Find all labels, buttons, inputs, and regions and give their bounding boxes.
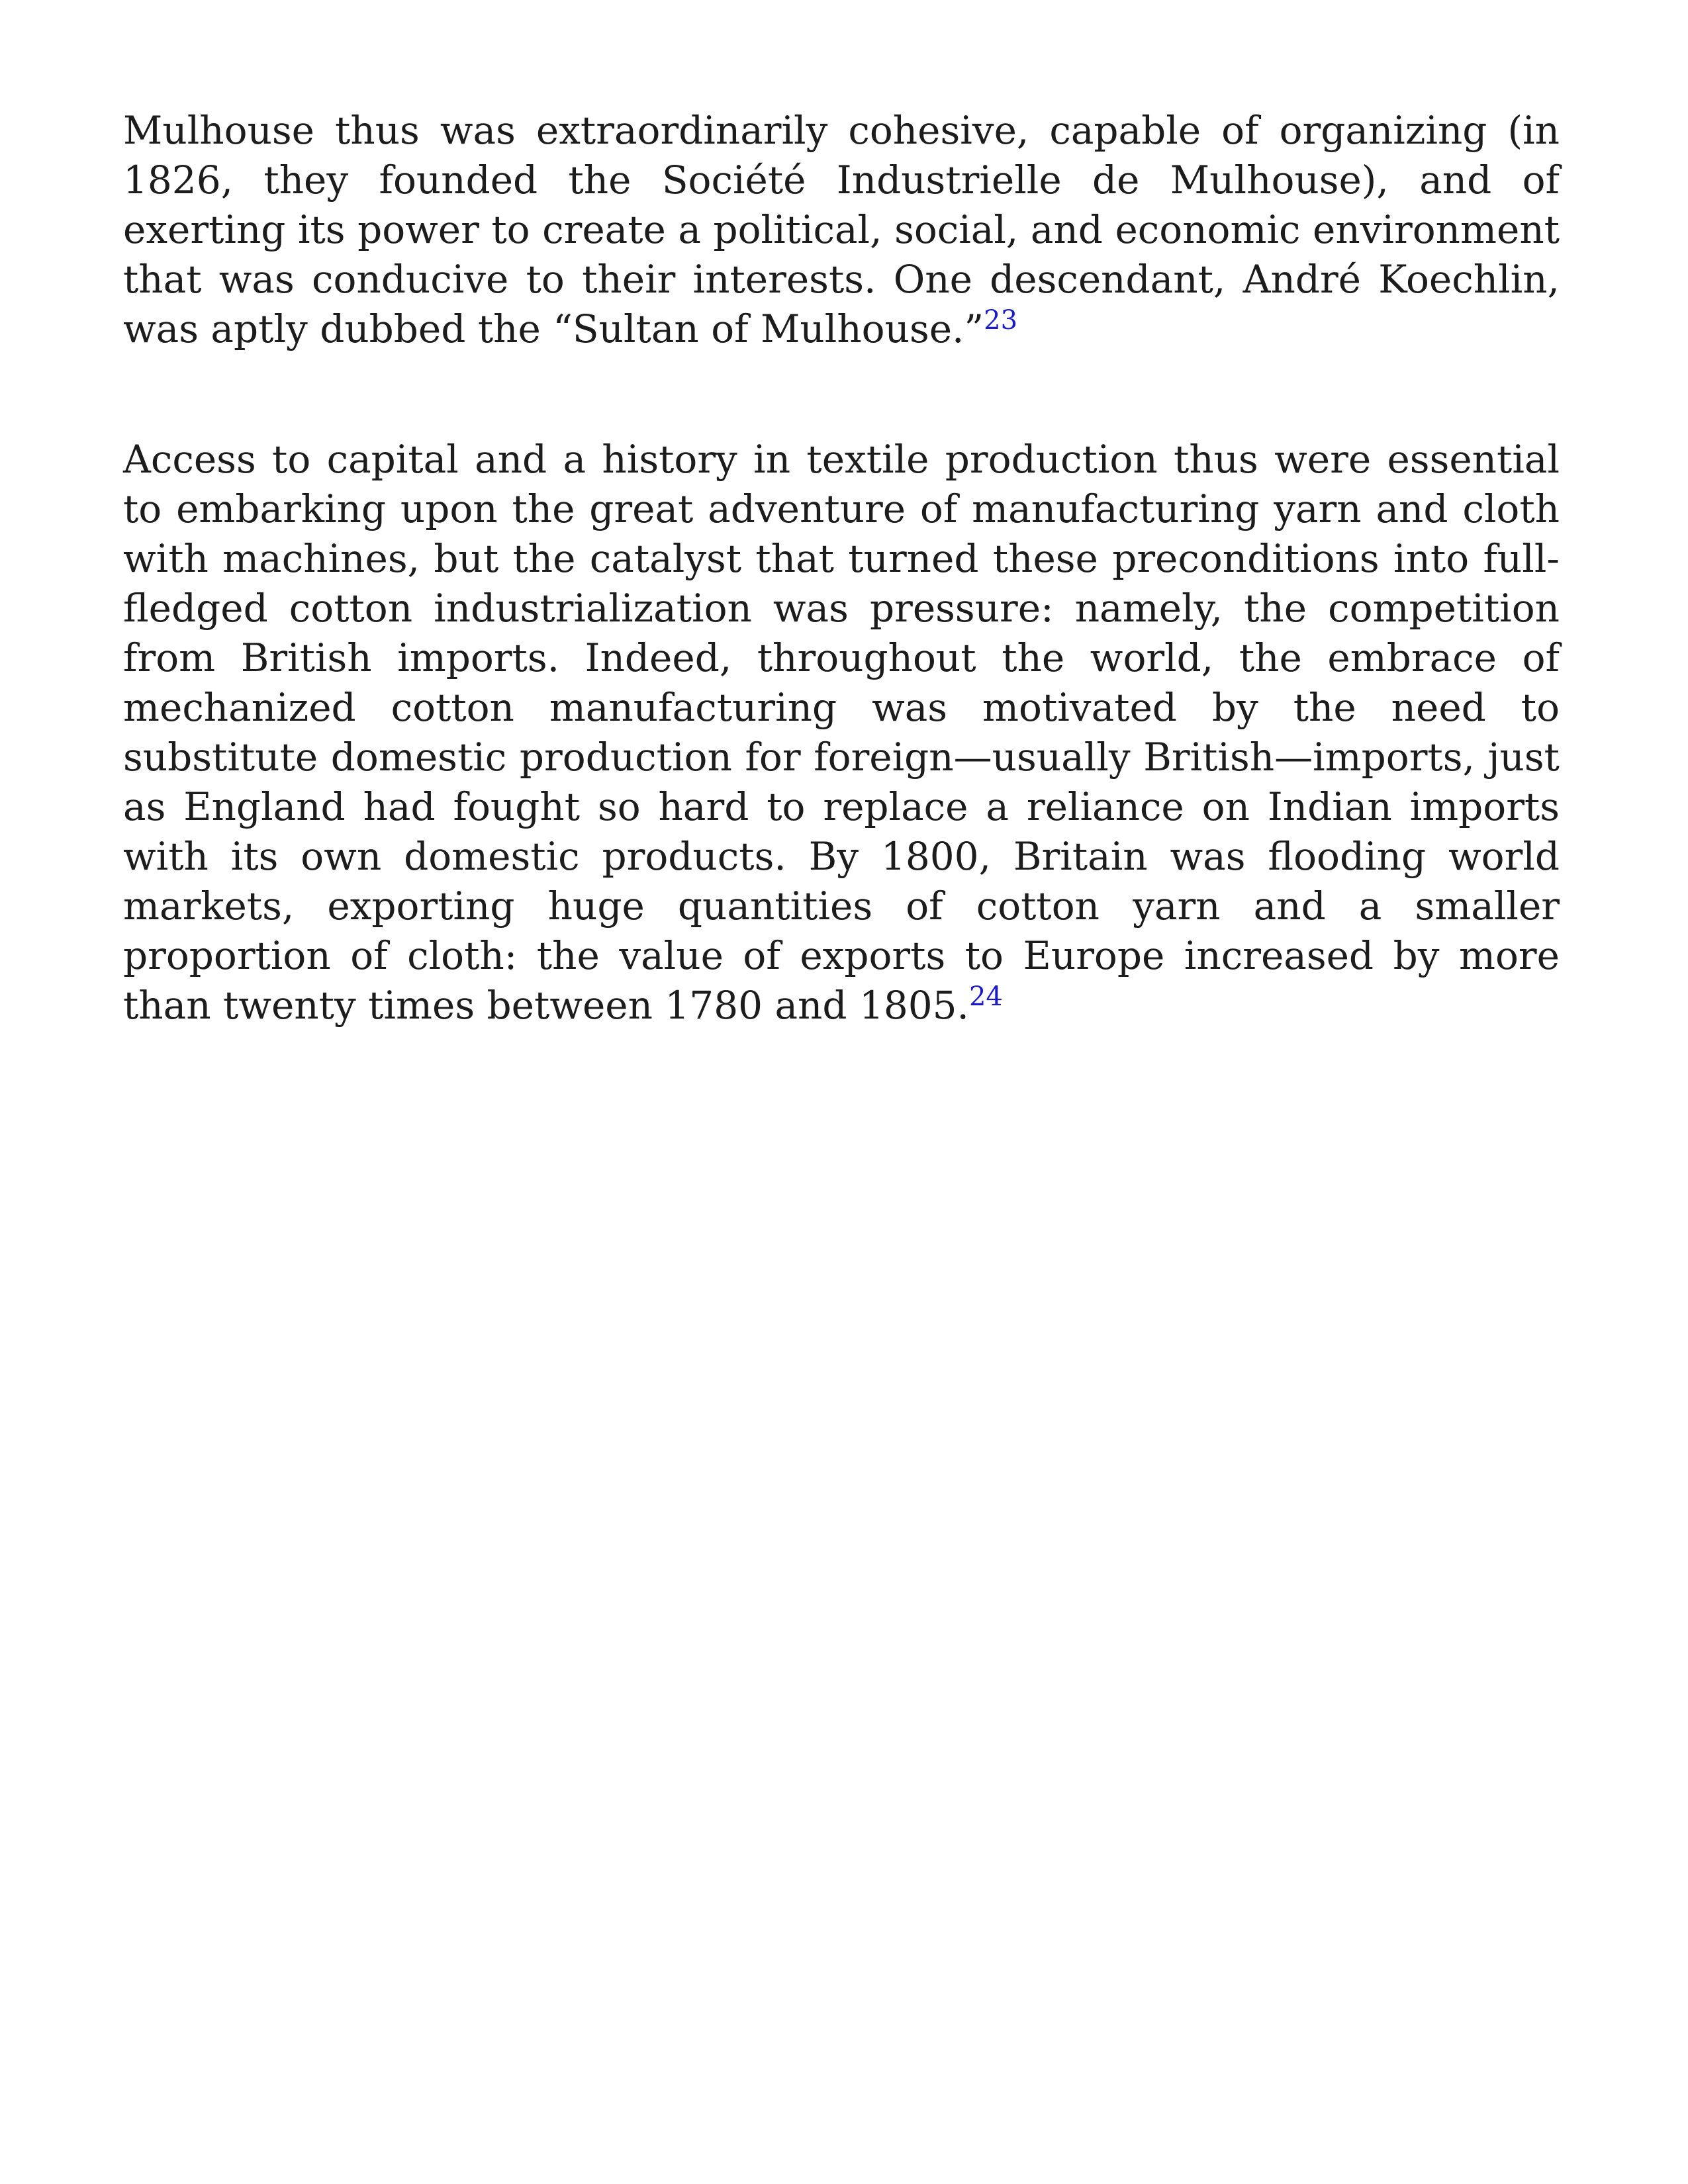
paragraph-2-text: Access to capital and a history in textile production thus were essential to embarking upon the great adventure of manufacturing yarn and cloth with machines, but the catalyst that turned these preconditions into full-fledged cotton industrialization was pressure: namely, the competition from British imports. Indeed, throughout the world, the embrace of mechanized cotton manufacturing was motivated by the need to substitute domestic production for foreign—usually British—imports, just as England had fought so hard to replace a reliance on Indian imports with its own domestic products. By 1800, Britain was flooding world markets, exporting huge quantities of cotton yarn and a smaller proportion of cloth: the value of exports to Europe increased by more than twenty times between 1780 and 1805. bbox=[123, 437, 1560, 1028]
footnote-ref-23[interactable]: 23 bbox=[984, 305, 1018, 336]
page-body bbox=[123, 106, 1560, 1030]
paragraph-2 bbox=[123, 435, 1560, 1030]
paragraph-1-text: Mulhouse thus was extraordinarily cohesive, capable of organizing (in 1826, they founded the Société Industrielle de Mulhouse), and of exerting its power to create a political, social, and economic environment that was conducive to their interests. One descendant, André Koechlin, was aptly dubbed the “Sultan of Mulhouse.” bbox=[123, 108, 1560, 351]
paragraph-1 bbox=[123, 106, 1560, 354]
footnote-ref-24[interactable]: 24 bbox=[968, 981, 1003, 1012]
